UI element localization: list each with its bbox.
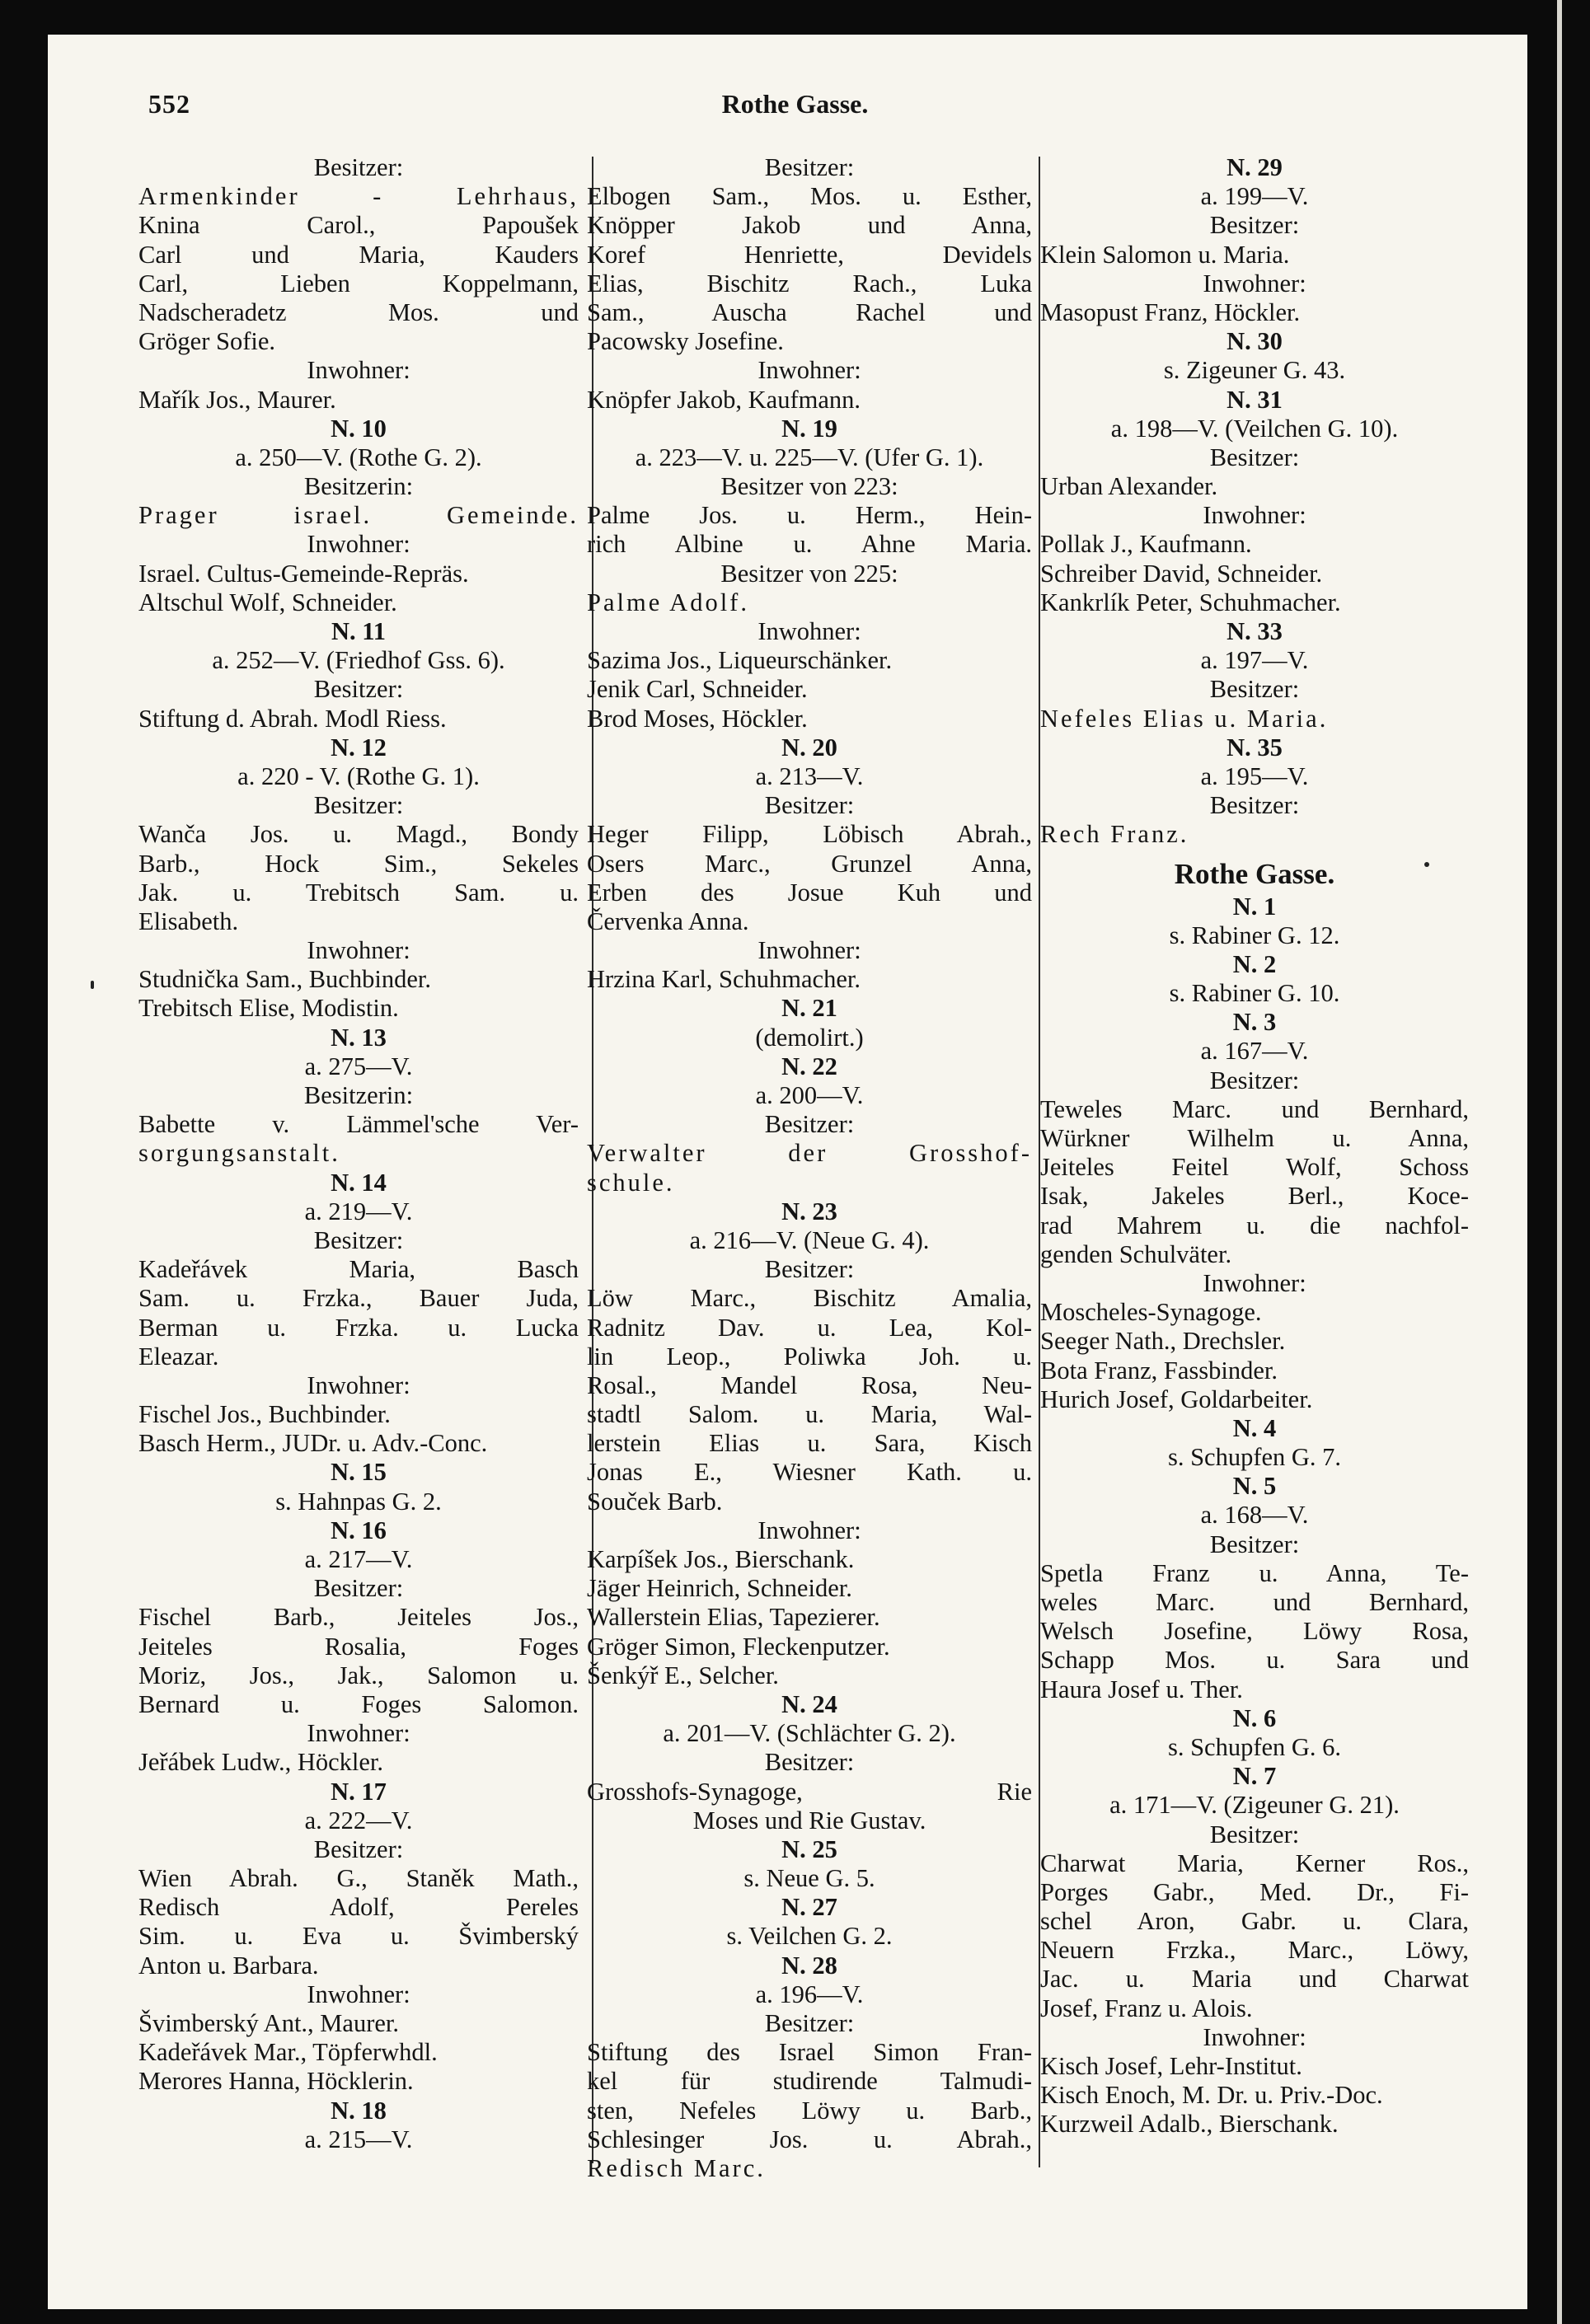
entry-line: Nadscheradetz Mos. und xyxy=(138,298,579,326)
section-heading: Rothe Gasse. xyxy=(1174,857,1335,890)
entry-line: Souček Barb. xyxy=(587,1487,723,1516)
entry-line: s. Schupfen G. 7. xyxy=(1167,1443,1342,1472)
entry-line: Besitzer: xyxy=(313,791,404,820)
entry-line: Besitzer: xyxy=(1209,1820,1300,1848)
entry-line: Inwohner: xyxy=(307,356,410,385)
entry-line: Rech Franz. xyxy=(1040,820,1189,849)
entry-line: a. 196—V. xyxy=(755,1980,864,2008)
entry-line: Besitzer: xyxy=(1209,211,1300,240)
entry-line: Teweles Marc. und Bernhard, xyxy=(1040,1094,1469,1123)
entry-line: Besitzer: xyxy=(764,1748,855,1777)
entry-line: Besitzer: xyxy=(764,1110,855,1139)
entry-line: rad Mahrem u. die nachfol- xyxy=(1040,1211,1469,1239)
entry-line: Besitzer: xyxy=(764,153,855,181)
entry-line: Besitzer: xyxy=(313,675,404,704)
page-header xyxy=(0,89,1590,122)
entry-line: Inwohner: xyxy=(757,617,861,645)
entry-line: Haura Josef u. Ther. xyxy=(1040,1675,1243,1703)
entry-line: Inwohner: xyxy=(757,356,861,385)
entry-line: Jac. u. Maria und Charwat xyxy=(1040,1965,1469,1994)
entry-line: Eleazar. xyxy=(138,1342,219,1371)
running-title: Rothe Gasse. xyxy=(721,89,869,119)
entry-line: sten, Nefeles Löwy u. Barb., xyxy=(587,2096,1032,2125)
entry-line: Jenik Carl, Schneider. xyxy=(587,675,808,704)
entry-line: a. 222—V. xyxy=(304,1806,413,1834)
entry-line: Seeger Nath., Drechsler. xyxy=(1040,1327,1286,1356)
entry-line: Welsch Josefine, Löwy Rosa, xyxy=(1040,1617,1469,1646)
entry-line: a. 215—V. xyxy=(304,2125,413,2153)
house-number: N. 17 xyxy=(331,1777,387,1806)
entry-line: Josef, Franz u. Alois. xyxy=(1040,1994,1253,2022)
entry-line: Palme Jos. u. Herm., Hein- xyxy=(587,501,1032,530)
entry-line: Besitzerin: xyxy=(303,472,414,501)
entry-line: Wanča Jos. u. Magd., Bondy xyxy=(138,820,579,849)
entry-line: Sazima Jos., Liqueurschänker. xyxy=(587,646,893,675)
entry-line: Carl, Lieben Koppelmann, xyxy=(138,269,579,298)
entry-line: Elisabeth. xyxy=(138,907,239,935)
house-number: N. 14 xyxy=(331,1168,387,1197)
entry-line: Sim. u. Eva u. Švimberský xyxy=(138,1922,579,1951)
house-number: N. 13 xyxy=(331,1023,387,1052)
entry-line: a. 250—V. (Rothe G. 2). xyxy=(235,443,482,471)
entry-line: Hrzina Karl, Schuhmacher. xyxy=(587,965,861,994)
entry-line: Koref Henriette, Devidels xyxy=(587,240,1032,269)
entry-line: Jeiteles Rosalia, Foges xyxy=(138,1632,579,1661)
entry-line: schel Aron, Gabr. u. Clara, xyxy=(1040,1907,1469,1936)
entry-line: Isak, Jakeles Berl., Koce- xyxy=(1040,1182,1469,1211)
house-number: N. 20 xyxy=(781,733,837,761)
entry-line: Gröger Simon, Fleckenputzer. xyxy=(587,1632,890,1661)
entry-line: Besitzer: xyxy=(1209,443,1300,471)
entry-line: Löw Marc., Bischitz Amalia, xyxy=(587,1284,1032,1313)
entry-line: Fischel Jos., Buchbinder. xyxy=(138,1400,391,1429)
entry-line: Inwohner: xyxy=(307,1371,410,1399)
entry-line: a. 213—V. xyxy=(755,761,864,790)
entry-line: Inwohner: xyxy=(1203,1268,1306,1297)
entry-line: a. 220 - V. (Rothe G. 1). xyxy=(237,761,480,790)
entry-line: Gröger Sofie. xyxy=(138,327,276,356)
entry-line: Inwohner: xyxy=(307,530,410,559)
entry-line: Bernard u. Foges Salomon. xyxy=(138,1689,579,1718)
entry-line: Knöpfer Jakob, Kaufmann. xyxy=(587,385,861,414)
entry-line: Merores Hanna, Höcklerin. xyxy=(138,2067,414,2096)
entry-line: Redisch Adolf, Pereles xyxy=(138,1893,579,1922)
entry-line: Inwohner: xyxy=(757,1516,861,1544)
entry-line: Besitzer: xyxy=(1209,1530,1300,1558)
entry-line: Besitzer von 223: xyxy=(720,472,898,501)
entry-line: Kisch Josef, Lehr-Institut. xyxy=(1040,2052,1302,2080)
house-number: N. 29 xyxy=(1227,153,1283,181)
entry-line: Karpíšek Jos., Bierschank. xyxy=(587,1545,855,1573)
entry-line: Redisch Marc. xyxy=(587,2153,766,2182)
house-number: N. 28 xyxy=(781,1951,837,1980)
entry-line: Wallerstein Elias, Tapezierer. xyxy=(587,1603,880,1632)
entry-line: a. 223—V. u. 225—V. (Ufer G. 1). xyxy=(635,443,984,471)
house-number: N. 25 xyxy=(781,1834,837,1863)
entry-line: Rosal., Mandel Rosa, Neu- xyxy=(587,1371,1032,1399)
house-number: N. 2 xyxy=(1232,949,1277,978)
entry-line: Moses und Rie Gustav. xyxy=(692,1806,926,1834)
entry-line: Prager israel. Gemeinde. xyxy=(138,501,579,530)
entry-line: Spetla Franz u. Anna, Te- xyxy=(1040,1558,1469,1587)
entry-line: s. Schupfen G. 6. xyxy=(1167,1732,1342,1761)
entry-line: Radnitz Dav. u. Lea, Kol- xyxy=(587,1313,1032,1342)
entry-line: Elbogen Sam., Mos. u. Esther, xyxy=(587,182,1032,211)
entry-line: s. Zigeuner G. 43. xyxy=(1163,356,1346,385)
house-number: N. 23 xyxy=(781,1197,837,1225)
entry-line: a. 217—V. xyxy=(304,1545,413,1573)
entry-line: Osers Marc., Grunzel Anna, xyxy=(587,849,1032,878)
entry-line: Schapp Mos. u. Sara und xyxy=(1040,1646,1469,1675)
entry-line: Nefeles Elias u. Maria. xyxy=(1040,704,1329,733)
entry-line: s. Rabiner G. 10. xyxy=(1169,979,1340,1008)
house-number: N. 1 xyxy=(1232,892,1277,921)
entry-line: Kadeřávek Maria, Basch xyxy=(138,1255,579,1284)
entry-line: Verwalter der Grosshof- xyxy=(587,1139,1032,1168)
entry-line: Anton u. Barbara. xyxy=(138,1951,319,1980)
entry-line: Carl und Maria, Kauders xyxy=(138,240,579,269)
entry-line: Armenkinder - Lehrhaus, xyxy=(138,182,579,211)
entry-line: lerstein Elias u. Sara, Kisch xyxy=(587,1429,1032,1458)
entry-line: lin Leop., Poliwka Joh. u. xyxy=(587,1342,1032,1371)
entry-line: Sam., Auscha Rachel und xyxy=(587,298,1032,326)
entry-line: Elias, Bischitz Rach., Luka xyxy=(587,269,1032,298)
entry-line: Erben des Josue Kuh und xyxy=(587,878,1032,907)
entry-line: stadtl Salom. u. Maria, Wal- xyxy=(587,1400,1032,1429)
entry-line: a. 200—V. xyxy=(755,1081,864,1109)
entry-line: Besitzer: xyxy=(313,1225,404,1254)
entry-line: Besitzer: xyxy=(764,791,855,820)
ink-speck xyxy=(91,981,94,989)
entry-line: Brod Moses, Höckler. xyxy=(587,704,808,733)
entry-line: Bota Franz, Fassbinder. xyxy=(1040,1356,1278,1385)
entry-line: Jak. u. Trebitsch Sam. u. xyxy=(138,878,579,907)
entry-line: sorgungsanstalt. xyxy=(138,1139,340,1168)
entry-line: Berman u. Frzka. u. Lucka xyxy=(138,1313,579,1342)
entry-line: Jonas E., Wiesner Kath. u. xyxy=(587,1458,1032,1487)
entry-line: Palme Adolf. xyxy=(587,588,749,616)
entry-line: a. 219—V. xyxy=(304,1197,413,1225)
entry-line: Würkner Wilhelm u. Anna, xyxy=(1040,1124,1469,1152)
entry-line: Israel. Cultus-Gemeinde-Repräs. xyxy=(138,559,469,588)
entry-line: Besitzer: xyxy=(313,1834,404,1863)
entry-line: Besitzer: xyxy=(764,2009,855,2037)
entry-line: Wien Abrah. G., Staněk Math., xyxy=(138,1864,579,1893)
entry-line: a. 275—V. xyxy=(304,1052,413,1080)
entry-line: Fischel Barb., Jeiteles Jos., xyxy=(138,1603,579,1632)
house-number: N. 15 xyxy=(331,1458,387,1487)
entry-line: Klein Salomon u. Maria. xyxy=(1040,240,1290,269)
entry-line: a. 168—V. xyxy=(1200,1501,1309,1530)
entry-line: Schlesinger Jos. u. Abrah., xyxy=(587,2125,1032,2153)
entry-line: Besitzerin: xyxy=(303,1081,414,1109)
entry-line: Inwohner: xyxy=(307,1719,410,1748)
entry-line: rich Albine u. Ahne Maria. xyxy=(587,530,1032,559)
entry-line: Inwohner: xyxy=(1203,269,1306,298)
page-number: 552 xyxy=(148,89,190,119)
column-3 xyxy=(1040,153,1469,2189)
entry-line: schule. xyxy=(587,1168,675,1197)
entry-line: Červenka Anna. xyxy=(587,907,749,935)
entry-line: Kankrlík Peter, Schuhmacher. xyxy=(1040,588,1341,616)
entry-line: a. 216—V. (Neue G. 4). xyxy=(689,1225,930,1254)
entry-line: Neuern Frzka., Marc., Löwy, xyxy=(1040,1936,1469,1965)
house-number: N. 24 xyxy=(781,1689,837,1718)
entry-line: Inwohner: xyxy=(1203,2022,1306,2051)
entry-line: genden Schulväter. xyxy=(1040,1239,1232,1268)
entry-line: s. Neue G. 5. xyxy=(743,1864,875,1893)
entry-line: Kadeřávek Mar., Töpferwhdl. xyxy=(138,2038,438,2067)
entry-line: Grosshofs-Synagoge, Rie xyxy=(587,1777,1032,1806)
entry-line: Inwohner: xyxy=(757,936,861,965)
column-1 xyxy=(138,153,579,2189)
entry-line: Moscheles-Synagoge. xyxy=(1040,1298,1262,1327)
entry-line: weles Marc. und Bernhard, xyxy=(1040,1588,1469,1616)
entry-line: Inwohner: xyxy=(1203,501,1306,530)
entry-line: a. 201—V. (Schlächter G. 2). xyxy=(663,1719,956,1748)
entry-line: (demolirt.) xyxy=(755,1023,864,1052)
ink-speck xyxy=(1424,862,1429,867)
entry-line: Besitzer: xyxy=(1209,1066,1300,1094)
entry-line: Švimberský Ant., Maurer. xyxy=(138,2009,399,2037)
house-number: N. 22 xyxy=(781,1052,837,1080)
entry-line: Besitzer: xyxy=(313,153,404,181)
entry-line: Stiftung des Israel Simon Fran- xyxy=(587,2038,1032,2067)
house-number: N. 5 xyxy=(1232,1472,1277,1501)
entry-line: s. Hahnpas G. 2. xyxy=(275,1487,442,1516)
house-number: N. 27 xyxy=(781,1893,837,1922)
entry-line: Babette v. Lämmel'sche Ver- xyxy=(138,1110,579,1139)
entry-line: Besitzer: xyxy=(1209,791,1300,820)
entry-line: Trebitsch Elise, Modistin. xyxy=(138,994,399,1023)
entry-line: Inwohner: xyxy=(307,936,410,965)
entry-line: Jeřábek Ludw., Höckler. xyxy=(138,1748,383,1777)
entry-line: a. 195—V. xyxy=(1200,761,1309,790)
scan-edge xyxy=(1557,0,1562,2324)
entry-line: Besitzer von 225: xyxy=(720,559,898,588)
house-number: N. 7 xyxy=(1232,1762,1277,1791)
entry-line: Jäger Heinrich, Schneider. xyxy=(587,1574,852,1603)
entry-line: Altschul Wolf, Schneider. xyxy=(138,588,397,616)
house-number: N. 21 xyxy=(781,994,837,1023)
house-number: N. 30 xyxy=(1227,327,1283,356)
house-number: N. 16 xyxy=(331,1516,387,1544)
entry-line: Besitzer: xyxy=(764,1255,855,1284)
entry-line: Pacowsky Josefine. xyxy=(587,327,784,356)
entry-line: Studnička Sam., Buchbinder. xyxy=(138,965,431,994)
entry-line: Masopust Franz, Höckler. xyxy=(1040,298,1301,326)
entry-line: Schreiber David, Schneider. xyxy=(1040,559,1323,588)
entry-line: Hurich Josef, Goldarbeiter. xyxy=(1040,1385,1313,1413)
entry-line: Basch Herm., JUDr. u. Adv.-Conc. xyxy=(138,1429,488,1458)
entry-line: Mařík Jos., Maurer. xyxy=(138,385,336,414)
entry-line: a. 171—V. (Zigeuner G. 21). xyxy=(1109,1791,1400,1820)
column-2 xyxy=(587,153,1032,2189)
house-number: N. 4 xyxy=(1232,1413,1277,1442)
entry-line: Besitzer: xyxy=(1209,675,1300,704)
entry-line: Šenkýř E., Selcher. xyxy=(587,1661,779,1689)
entry-line: Barb., Hock Sim., Sekeles xyxy=(138,849,579,878)
entry-line: kel für studirende Talmudi- xyxy=(587,2067,1032,2096)
entry-line: Knöpper Jakob und Anna, xyxy=(587,211,1032,240)
house-number: N. 31 xyxy=(1227,385,1283,414)
house-number: N. 3 xyxy=(1232,1008,1277,1037)
entry-line: Charwat Maria, Kerner Ros., xyxy=(1040,1848,1469,1877)
house-number: N. 18 xyxy=(331,2096,387,2125)
entry-line: a. 199—V. xyxy=(1200,182,1309,211)
entry-line: Pollak J., Kaufmann. xyxy=(1040,530,1252,559)
entry-line: Kurzweil Adalb., Bierschank. xyxy=(1040,2110,1339,2139)
entry-line: a. 167—V. xyxy=(1200,1037,1309,1066)
entry-line: Stiftung d. Abrah. Modl Riess. xyxy=(138,704,447,733)
house-number: N. 10 xyxy=(331,414,387,443)
entry-line: s. Veilchen G. 2. xyxy=(726,1922,893,1951)
house-number: N. 35 xyxy=(1227,733,1283,761)
entry-line: Moriz, Jos., Jak., Salomon u. xyxy=(138,1661,579,1689)
entry-line: a. 252—V. (Friedhof Gss. 6). xyxy=(212,646,505,675)
house-number: N. 12 xyxy=(331,733,387,761)
entry-line: Heger Filipp, Löbisch Abrah., xyxy=(587,820,1032,849)
entry-line: s. Rabiner G. 12. xyxy=(1169,921,1340,949)
house-number: N. 11 xyxy=(331,617,387,645)
entry-line: Knina Carol., Papoušek xyxy=(138,211,579,240)
house-number: N. 6 xyxy=(1232,1703,1277,1732)
entry-line: Kisch Enoch, M. Dr. u. Priv.-Doc. xyxy=(1040,2081,1383,2110)
entry-line: Urban Alexander. xyxy=(1040,472,1218,501)
entry-line: Porges Gabr., Med. Dr., Fi- xyxy=(1040,1877,1469,1906)
entry-line: Inwohner: xyxy=(307,1980,410,2008)
house-number: N. 19 xyxy=(781,414,837,443)
entry-line: Besitzer: xyxy=(313,1574,404,1603)
entry-line: Sam. u. Frzka., Bauer Juda, xyxy=(138,1284,579,1313)
entry-line: Jeiteles Feitel Wolf, Schoss xyxy=(1040,1153,1469,1182)
house-number: N. 33 xyxy=(1227,617,1283,645)
entry-line: a. 198—V. (Veilchen G. 10). xyxy=(1110,414,1399,443)
entry-line: a. 197—V. xyxy=(1200,646,1309,675)
